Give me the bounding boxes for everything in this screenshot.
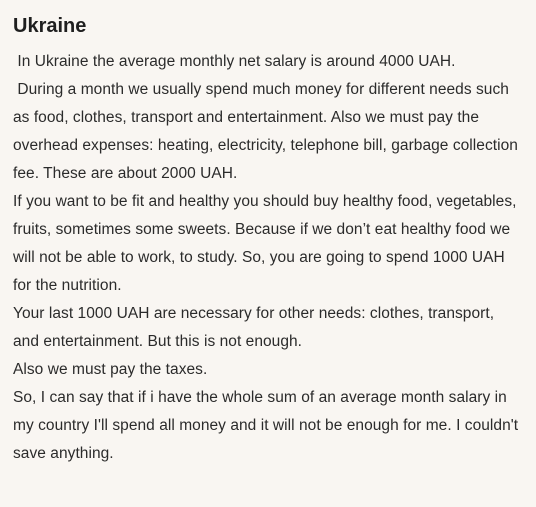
paragraph-taxes: Also we must pay the taxes.	[13, 361, 208, 378]
paragraph-salary: In Ukraine the average monthly net salary is around 4000 UAH.	[13, 53, 456, 70]
article-title: Ukraine	[13, 15, 87, 37]
paragraph-conclusion: So, I can say that if i have the whole sum of an average month salary in my country I'll spend all money and it will not be enough for me. I couldn't save anything.	[13, 389, 523, 462]
paragraph-other-needs: Your last 1000 UAH are necessary for other needs: clothes, transport, and entertainment. But this is not enough.	[13, 305, 499, 350]
paragraph-food: If you want to be fit and healthy you should buy healthy food, vegetables, fruits, sometimes some sweets. Because if we don’t eat healthy food we will not be able to work, to study. So, you are going to spend 1000 UAH for the nutrition.	[13, 193, 521, 294]
paragraph-expenses: During a month we usually spend much money for different needs such as food, clothes, transport and entertainment. Also we must pay the overhead expenses: heating, electricity, telephone bill, garbage collection fee. These are about 2000 UAH.	[13, 81, 523, 182]
article-body	[13, 48, 522, 468]
